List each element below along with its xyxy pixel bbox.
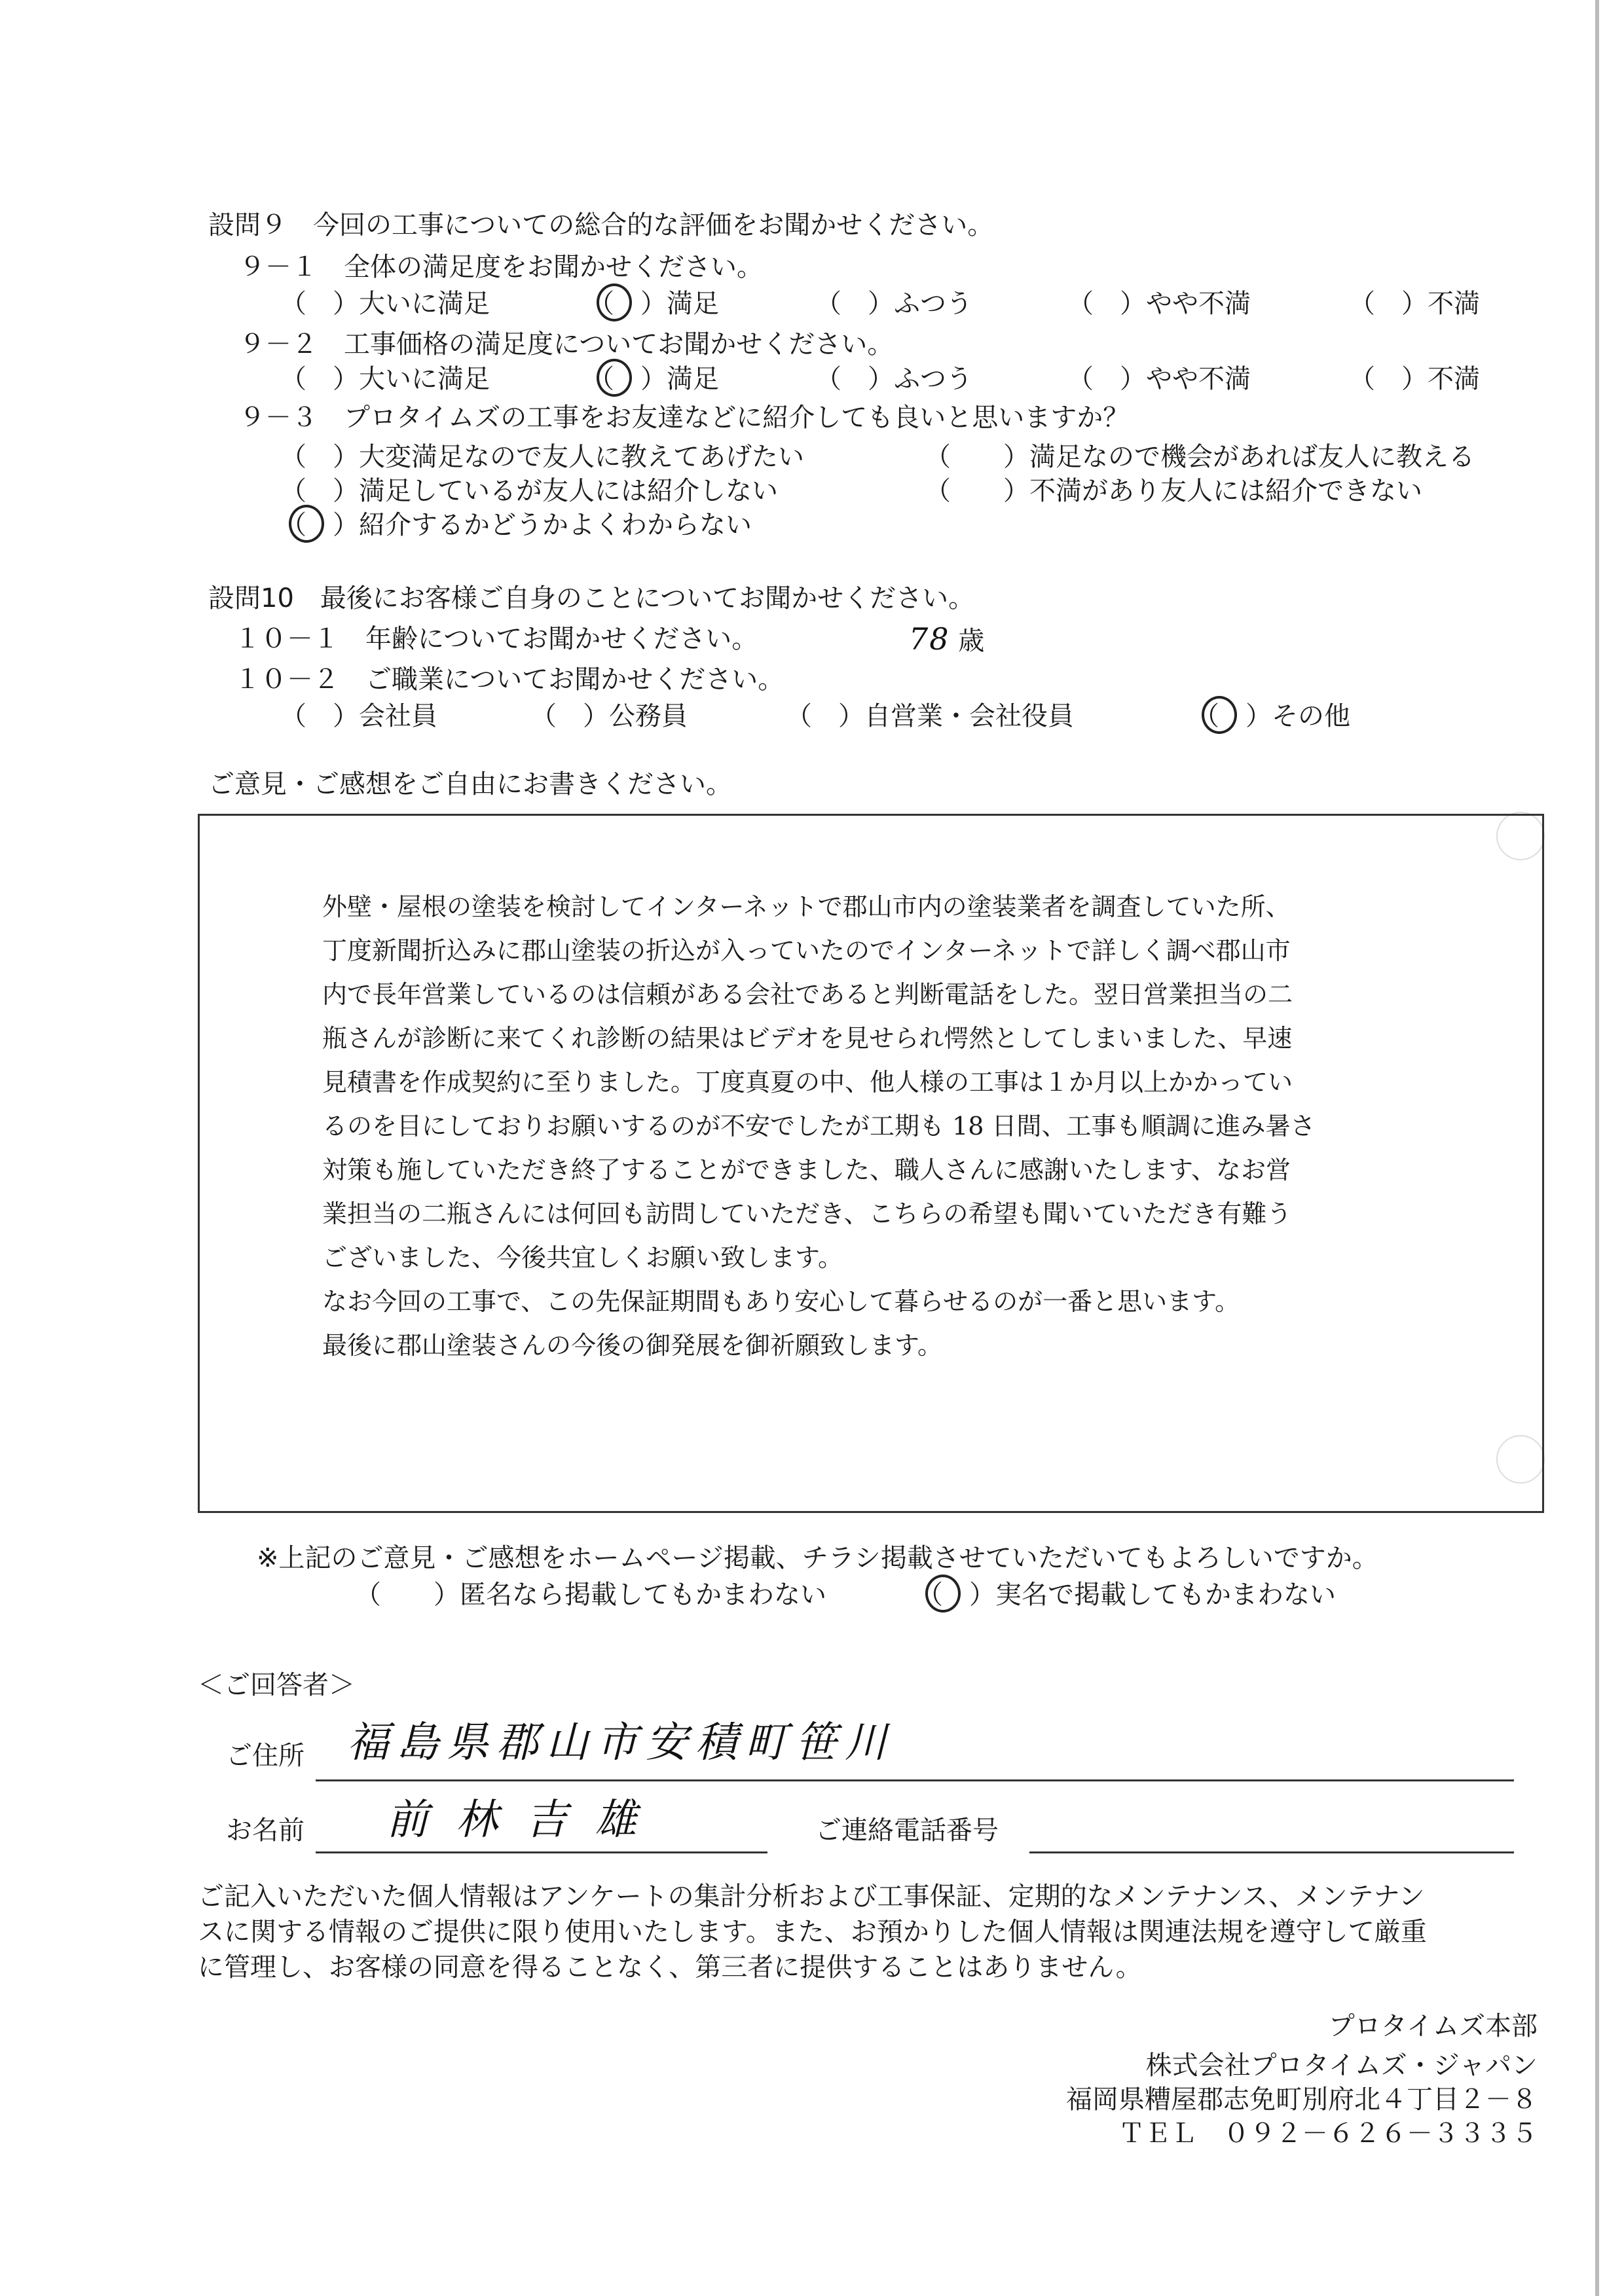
publish-question: ※上記のご意見・ご感想をホームページ掲載、チラシ掲載させていただいてもよろしいですか。 — [257, 1543, 1378, 1573]
age-handwritten: 78 — [909, 621, 950, 657]
comment-line: ございました、今後共宜しくお願い致します。 — [322, 1243, 843, 1272]
q10-2-label: １０－２ ご職業についてお聞かせください。 — [234, 665, 784, 695]
comment-line: 業担当の二瓶さんには何回も訪問していただき、こちらの希望も聞いていただき有難う — [322, 1199, 1292, 1228]
comment-line: 対策も施していただき終了することができました、職人さんに感謝いたします、なお営 — [322, 1156, 1291, 1184]
age-unit: 歳 — [958, 626, 985, 656]
q9-1-option-3[interactable]: （ ）やや不満 — [1067, 289, 1251, 319]
name-handwritten[interactable]: 前林吉雄 — [386, 1796, 664, 1844]
phone-underline — [1029, 1851, 1514, 1853]
comment-line: 丁度新聞折込みに郡山塗装の折込が入っていたのでインターネットで詳しく調べ郡山市 — [322, 936, 1291, 965]
comment-line: 外壁・屋根の塗装を検討してインターネットで郡山市内の塗装業者を調査していた所、 — [322, 892, 1291, 921]
comment-line: 見積書を作成契約に至りました。丁度真夏の中、他人様の工事は１か月以上かかってい — [322, 1068, 1293, 1097]
comment-text — [322, 885, 1449, 1368]
q10-title: 設問10 最後にお客様ご自身のことについてお聞かせください。 — [208, 583, 975, 613]
q9-1-option-0[interactable]: （ ）大いに満足 — [280, 289, 490, 319]
comments-heading: ご意見・ご感想をご自由にお書きください。 — [208, 769, 732, 799]
q10-2-option-3[interactable]: （ ）その他 — [1193, 699, 1350, 733]
publish-option-anonymous[interactable]: （ ）匿名なら掲載してもかまわない — [355, 1580, 826, 1610]
phone-label: ご連絡電話番号 — [815, 1815, 999, 1846]
address-underline — [316, 1779, 1514, 1781]
q9-2-option-2[interactable]: （ ）ふつう — [815, 364, 972, 394]
q9-3-option-2[interactable]: （ ）満足しているが友人には紹介しない — [280, 476, 778, 506]
privacy-line: ご記入いただいた個人情報はアンケートの集計分析および工事保証、定期的なメンテナンス、メンテナン — [198, 1882, 1425, 1912]
q9-1-label: ９－１ 全体の満足度をお聞かせください。 — [239, 252, 763, 282]
selected-circle-mark — [1202, 696, 1237, 734]
footer-dept: プロタイムズ本部 — [1328, 2011, 1538, 2041]
address-handwritten[interactable]: 福島県郡山市安積町笹川 — [347, 1719, 895, 1767]
footer-company: 株式会社プロタイムズ・ジャパン — [1145, 2050, 1538, 2081]
publish-option-realname[interactable]: （ ）実名で掲載してもかまわない — [917, 1578, 1336, 1612]
comment-line: なお今回の工事で、この先保証期間もあり安心して暮らせるのが一番と思います。 — [322, 1287, 1240, 1316]
q9-1-option-4[interactable]: （ ）不満 — [1349, 289, 1480, 319]
comment-line: 瓶さんが診断に来てくれ診断の結果はビデオを見せられ愕然としてしまいました、早速 — [322, 1024, 1293, 1053]
q9-2-option-4[interactable]: （ ）不満 — [1349, 364, 1480, 394]
respondent-heading: ＜ご回答者＞ — [198, 1670, 355, 1700]
name-underline — [316, 1851, 767, 1853]
page-edge-shadow — [1595, 0, 1599, 2296]
privacy-line: スに関する情報のご提供に限り使用いたします。また、お預かりした個人情報は関連法規を遵守して厳重 — [198, 1917, 1427, 1947]
q9-3-option-1[interactable]: （ ）満足なので機会があれば友人に教える — [925, 442, 1475, 472]
footer-tel: ＴＥＬ ０９２－６２６－３３３５ — [1118, 2119, 1538, 2149]
q9-2-option-3[interactable]: （ ）やや不満 — [1067, 364, 1251, 394]
comment-line: るのを目にしておりお願いするのが不安でしたが工期も 18 日間、工事も順調に進み暑さ — [322, 1112, 1316, 1140]
name-label: お名前 — [226, 1815, 304, 1846]
q9-3-option-0[interactable]: （ ）大変満足なので友人に教えてあげたい — [280, 442, 804, 472]
q9-1-option-1[interactable]: （ ）満足 — [588, 287, 719, 321]
q10-2-option-0[interactable]: （ ）会社員 — [280, 701, 437, 731]
privacy-line: に管理し、お客様の同意を得ることなく、第三者に提供することはありません。 — [198, 1952, 1142, 1982]
q9-2-option-1[interactable]: （ ）満足 — [588, 362, 719, 396]
selected-circle-mark — [597, 283, 632, 321]
q9-2-option-0[interactable]: （ ）大いに満足 — [280, 364, 490, 394]
address-label: ご住所 — [226, 1741, 304, 1771]
q9-3-label: ９－３ プロタイムズの工事をお友達などに紹介しても良いと思いますか？ — [239, 403, 1130, 433]
selected-circle-mark — [597, 359, 632, 397]
q9-3-option-3[interactable]: （ ）不満があり友人には紹介できない — [925, 476, 1422, 506]
q10-1-label: １０－１ 年齢についてお聞かせください。 — [234, 624, 758, 654]
selected-circle-mark — [925, 1575, 961, 1613]
q9-3-option-4[interactable]: （ ）紹介するかどうかよくわからない — [280, 508, 752, 542]
privacy-notice — [198, 1879, 1427, 1985]
footer-address: 福岡県糟屋郡志免町別府北４丁目２－８ — [1066, 2085, 1538, 2115]
q9-1-option-2[interactable]: （ ）ふつう — [815, 289, 972, 319]
q9-2-label: ９－２ 工事価格の満足度についてお聞かせください。 — [239, 329, 894, 359]
comment-line: 内で長年営業しているのは信頼がある会社であると判断電話をした。翌日営業担当の二 — [322, 980, 1293, 1009]
selected-circle-mark — [289, 505, 324, 543]
q9-title: 設問９ 今回の工事についての総合的な評価をお聞かせください。 — [208, 210, 994, 240]
q10-1-answer[interactable] — [909, 622, 984, 658]
q10-2-option-2[interactable]: （ ）自営業・会社役員 — [786, 701, 1074, 731]
comment-line: 最後に郡山塗装さんの今後の御発展を御祈願致します。 — [322, 1331, 942, 1360]
q10-2-option-1[interactable]: （ ）公務員 — [530, 701, 688, 731]
